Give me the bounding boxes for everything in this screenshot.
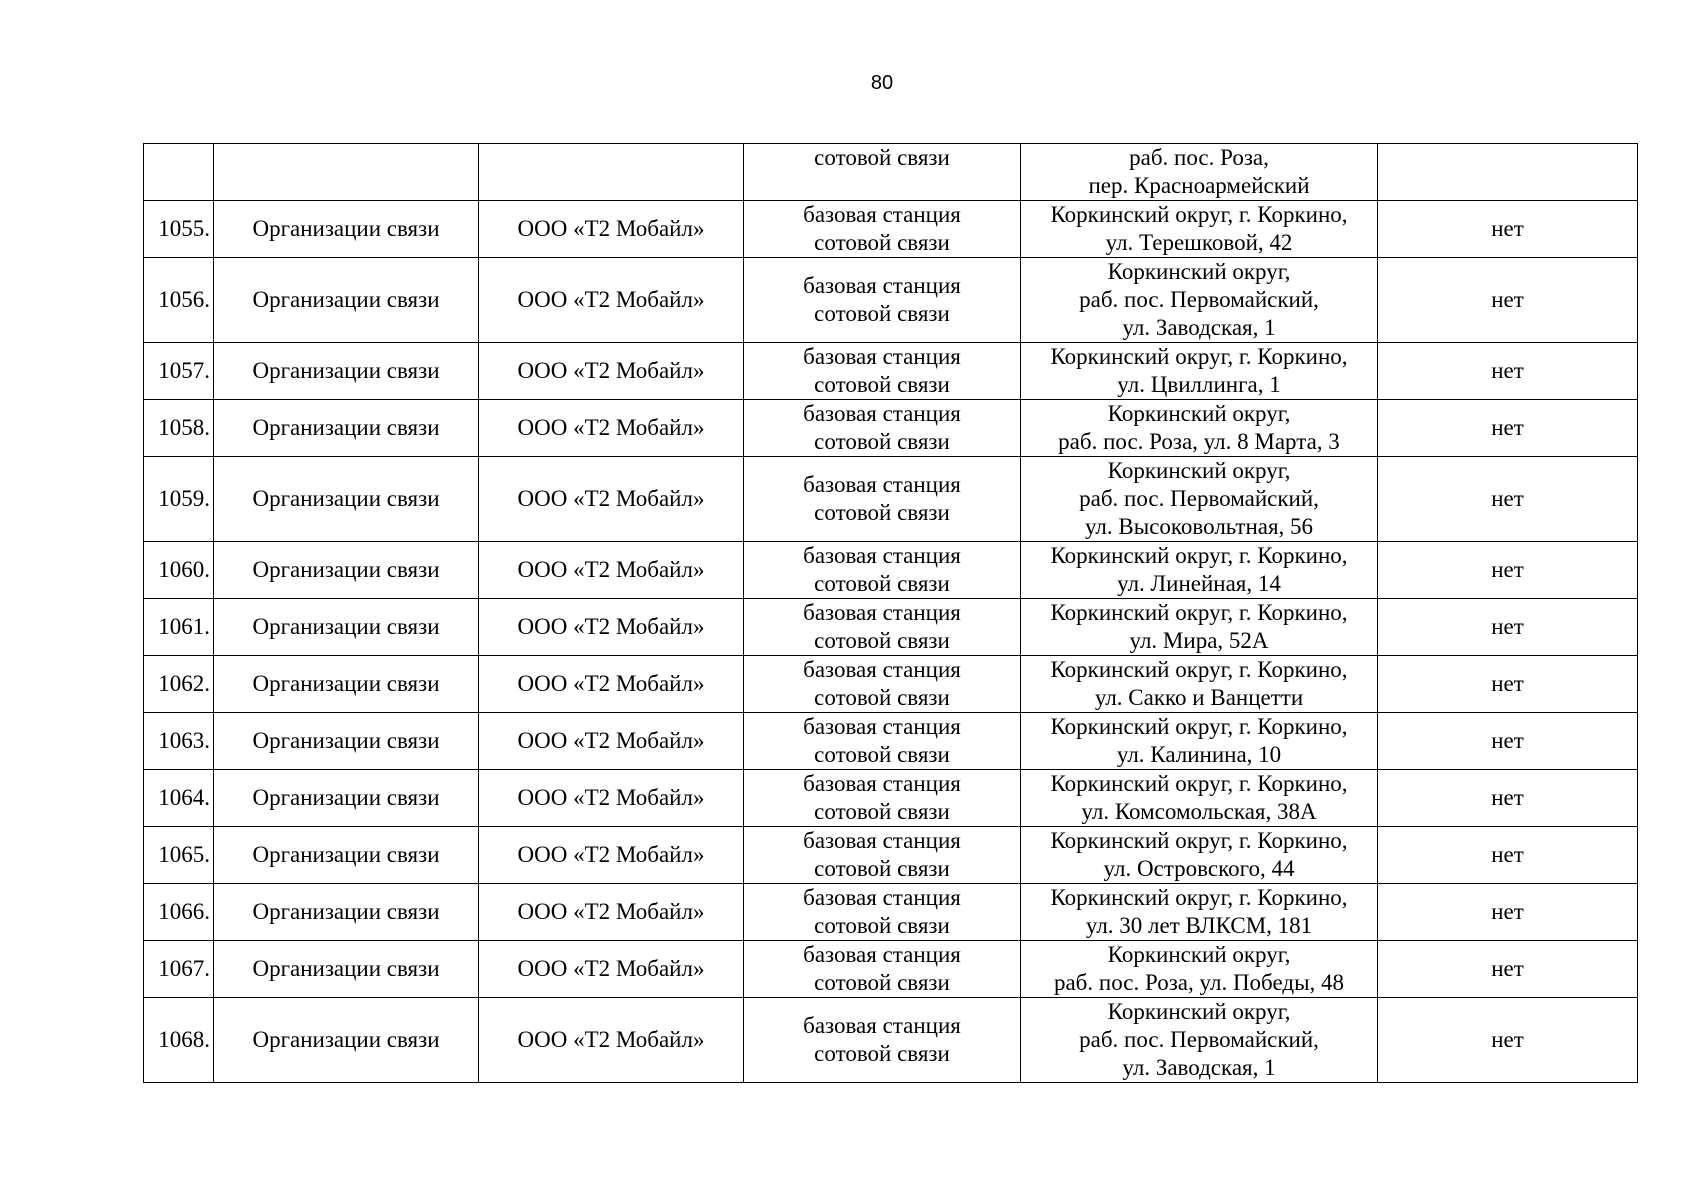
address-line: Коркинский округ, [1107,942,1291,967]
cell-category: Организации связи [214,201,479,258]
address-line: раб. пос. Роза, ул. Победы, 48 [1053,970,1345,995]
object-type-line: сотовой связи [814,1041,950,1066]
cell-status: нет [1378,599,1638,656]
table-row [144,400,1638,457]
cell-status: нет [1378,941,1638,998]
address-line: Коркинский округ, г. Коркино, [1050,771,1348,796]
cell-num: 1063. [144,713,214,770]
address-line: раб. пос. Первомайский, [1079,287,1319,312]
address-line: ул. Заводская, 1 [1122,315,1276,340]
cell-object-type [744,201,1021,258]
cell-status: нет [1378,542,1638,599]
table-row [144,884,1638,941]
cell-category: Организации связи [214,827,479,884]
cell-organization: ООО «Т2 Мобайл» [479,827,744,884]
object-type-line: базовая станция [803,771,961,796]
cell-num: 1055. [144,201,214,258]
table-row [144,656,1638,713]
cell-status: нет [1378,343,1638,400]
object-type-line: сотовой связи [814,301,950,326]
cell-object-type [744,713,1021,770]
object-type-line: базовая станция [803,273,961,298]
cell-organization: ООО «Т2 Мобайл» [479,400,744,457]
cell-num: 1067. [144,941,214,998]
cell-address [1021,201,1378,258]
cell-status: нет [1378,770,1638,827]
cell-object-type [744,400,1021,457]
cell-organization: ООО «Т2 Мобайл» [479,656,744,713]
address-line: ул. Заводская, 1 [1122,1055,1276,1080]
cell-object-type [744,343,1021,400]
cell-num: 1064. [144,770,214,827]
address-line: раб. пос. Роза, ул. 8 Марта, 3 [1058,429,1340,454]
cell-category: Организации связи [214,713,479,770]
table-body [144,144,1638,1083]
object-type-line: сотовой связи [814,856,950,881]
object-type-line: базовая станция [803,885,961,910]
cell-num: 1059. [144,457,214,542]
cell-num: 1066. [144,884,214,941]
cell-address [1021,400,1378,457]
cell-status: нет [1378,998,1638,1083]
table-row [144,770,1638,827]
continuation-row [144,144,1638,201]
object-type-line: сотовой связи [814,970,950,995]
table-row [144,343,1638,400]
cell-organization: ООО «Т2 Мобайл» [479,343,744,400]
cell-category: Организации связи [214,884,479,941]
object-type-line: базовая станция [803,401,961,426]
address-line: Коркинский округ, [1107,401,1291,426]
cell-organization: ООО «Т2 Мобайл» [479,770,744,827]
object-type-line: базовая станция [803,942,961,967]
cell-num: 1058. [144,400,214,457]
address-line: ул. Мира, 52А [1129,628,1269,653]
object-type-line: сотовой связи [814,145,950,170]
cell-object-type [744,656,1021,713]
address-line: Коркинский округ, г. Коркино, [1050,828,1348,853]
address-line: ул. 30 лет ВЛКСМ, 181 [1085,913,1313,938]
cell-status: нет [1378,400,1638,457]
address-line: Коркинский округ, г. Коркино, [1050,885,1348,910]
address-line: раб. пос. Первомайский, [1079,486,1319,511]
table-row [144,457,1638,542]
address-line: Коркинский округ, г. Коркино, [1050,202,1348,227]
cell-address [1021,941,1378,998]
cell-num: 1065. [144,827,214,884]
object-type-line: сотовой связи [814,429,950,454]
cell-organization: ООО «Т2 Мобайл» [479,542,744,599]
cell-address [1021,258,1378,343]
table-row [144,542,1638,599]
table-row [144,599,1638,656]
cell-object-type [744,998,1021,1083]
object-type-line: базовая станция [803,1013,961,1038]
cell-status: нет [1378,884,1638,941]
address-line: ул. Цвиллинга, 1 [1117,372,1281,397]
cell-organization: ООО «Т2 Мобайл» [479,713,744,770]
cell-status: нет [1378,713,1638,770]
cell-address [1021,144,1378,201]
cell-category: Организации связи [214,941,479,998]
cell-category: Организации связи [214,599,479,656]
cell-address [1021,457,1378,542]
cell-category: Организации связи [214,998,479,1083]
address-line: Коркинский округ, [1107,458,1291,483]
cell-address [1021,827,1378,884]
object-type-line: сотовой связи [814,799,950,824]
address-line: Коркинский округ, [1107,259,1291,284]
cell-status: нет [1378,201,1638,258]
object-type-line: базовая станция [803,202,961,227]
address-line: ул. Калинина, 10 [1116,742,1282,767]
object-type-line: базовая станция [803,657,961,682]
address-line: Коркинский округ, [1107,999,1291,1024]
cell-num: 1060. [144,542,214,599]
page-number: 80 [870,72,894,94]
cell-organization: ООО «Т2 Мобайл» [479,201,744,258]
cell-category: Организации связи [214,542,479,599]
registry-table [143,143,1638,1083]
cell-num: 1068. [144,998,214,1083]
cell-status [1378,144,1638,201]
cell-organization: ООО «Т2 Мобайл» [479,884,744,941]
address-line: ул. Островского, 44 [1103,856,1295,881]
object-type-line: сотовой связи [814,685,950,710]
object-type-line: базовая станция [803,472,961,497]
cell-num: 1056. [144,258,214,343]
cell-status: нет [1378,258,1638,343]
object-type-line: базовая станция [803,600,961,625]
table-row [144,941,1638,998]
cell-num [144,144,214,201]
address-line: ул. Линейная, 14 [1117,571,1281,596]
object-type-line: сотовой связи [814,372,950,397]
cell-organization: ООО «Т2 Мобайл» [479,998,744,1083]
address-line: ул. Комсомольская, 38А [1081,799,1317,824]
cell-organization: ООО «Т2 Мобайл» [479,599,744,656]
address-line: ул. Терешковой, 42 [1105,230,1293,255]
table-row [144,713,1638,770]
cell-category [214,144,479,201]
cell-address [1021,770,1378,827]
object-type-line: базовая станция [803,344,961,369]
object-type-line: сотовой связи [814,500,950,525]
address-line: раб. пос. Роза, [1129,145,1269,170]
address-line: Коркинский округ, г. Коркино, [1050,600,1348,625]
cell-organization [479,144,744,201]
cell-object-type [744,770,1021,827]
cell-organization: ООО «Т2 Мобайл» [479,457,744,542]
cell-organization: ООО «Т2 Мобайл» [479,258,744,343]
object-type-line: сотовой связи [814,742,950,767]
cell-object-type [744,599,1021,656]
address-line: ул. Высоковольтная, 56 [1084,514,1314,539]
cell-object-type [744,827,1021,884]
cell-status: нет [1378,656,1638,713]
cell-category: Организации связи [214,343,479,400]
cell-object-type [744,884,1021,941]
cell-address [1021,656,1378,713]
cell-num: 1057. [144,343,214,400]
cell-category: Организации связи [214,457,479,542]
cell-address [1021,884,1378,941]
cell-address [1021,542,1378,599]
table-row [144,258,1638,343]
object-type-line: сотовой связи [814,571,950,596]
address-line: Коркинский округ, г. Коркино, [1050,543,1348,568]
address-line: ул. Сакко и Ванцетти [1094,685,1304,710]
cell-category: Организации связи [214,400,479,457]
cell-object-type [744,144,1021,201]
address-line: Коркинский округ, г. Коркино, [1050,714,1348,739]
cell-address [1021,343,1378,400]
object-type-line: сотовой связи [814,913,950,938]
object-type-line: базовая станция [803,543,961,568]
address-line: Коркинский округ, г. Коркино, [1050,657,1348,682]
object-type-line: сотовой связи [814,628,950,653]
cell-category: Организации связи [214,770,479,827]
cell-category: Организации связи [214,656,479,713]
table-row [144,827,1638,884]
address-line: пер. Красноармейский [1088,173,1310,198]
cell-num: 1061. [144,599,214,656]
object-type-line: сотовой связи [814,230,950,255]
cell-category: Организации связи [214,258,479,343]
cell-address [1021,998,1378,1083]
cell-object-type [744,941,1021,998]
cell-address [1021,713,1378,770]
address-line: раб. пос. Первомайский, [1079,1027,1319,1052]
cell-object-type [744,542,1021,599]
table-row [144,201,1638,258]
cell-status: нет [1378,827,1638,884]
cell-address [1021,599,1378,656]
cell-organization: ООО «Т2 Мобайл» [479,941,744,998]
cell-object-type [744,457,1021,542]
object-type-line: базовая станция [803,828,961,853]
cell-status: нет [1378,457,1638,542]
cell-object-type [744,258,1021,343]
cell-num: 1062. [144,656,214,713]
table-row [144,998,1638,1083]
object-type-line: базовая станция [803,714,961,739]
address-line: Коркинский округ, г. Коркино, [1050,344,1348,369]
